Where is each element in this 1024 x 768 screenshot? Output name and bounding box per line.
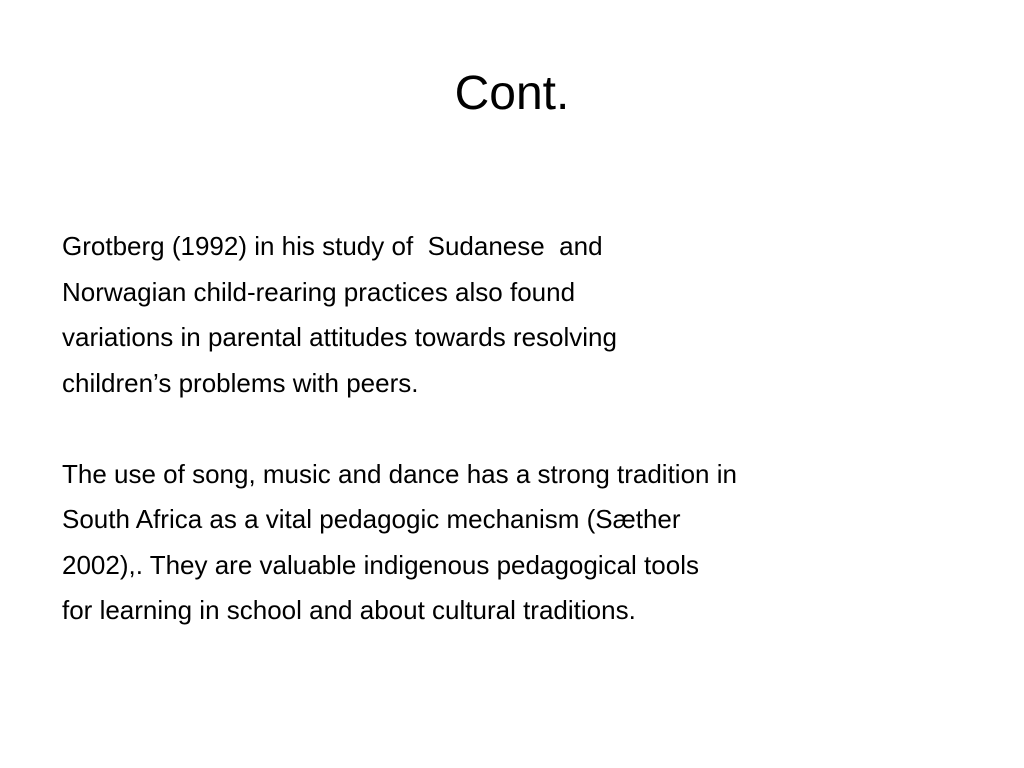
text-line: Grotberg (1992) in his study of Sudanese and — [62, 231, 603, 261]
text-line: Norwagian child-rearing practices also found — [62, 276, 576, 307]
paragraph-grotberg — [62, 224, 982, 406]
text-line: South Africa as a vital pedagogic mechanism (Sæther — [62, 504, 681, 534]
slide-body — [62, 224, 982, 634]
slide-title: Cont. — [454, 67, 570, 120]
text-line: variations in parental attitudes towards resolving — [62, 322, 617, 352]
text-line: children’s problems with peers. — [62, 367, 419, 398]
text-line: 2002),. They are valuable indigenous pedagogical tools — [62, 549, 699, 580]
text-line: The use of song, music and dance has a strong tradition in — [62, 458, 737, 489]
paragraph-song-music-dance — [62, 452, 982, 634]
paragraph-spacer — [62, 406, 982, 452]
text-line: for learning in school and about cultural traditions. — [62, 595, 636, 625]
